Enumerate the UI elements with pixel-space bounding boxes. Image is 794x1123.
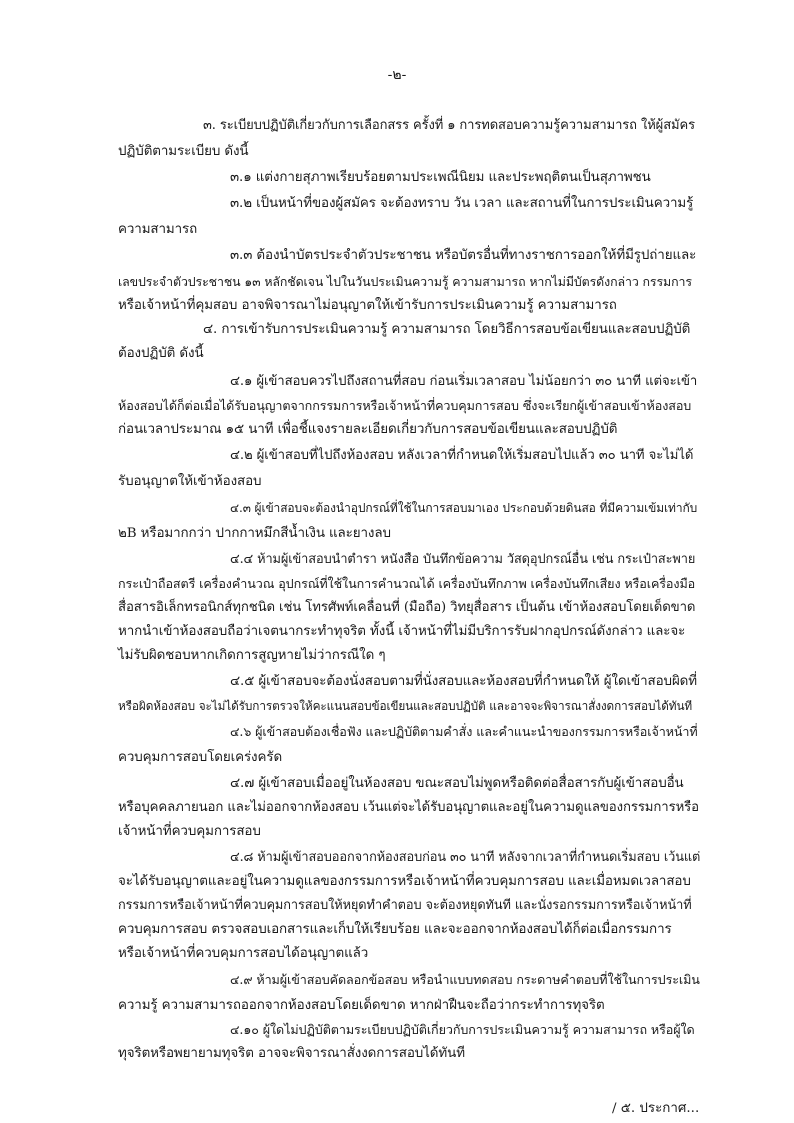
paragraph-line: ความรู้ ความสามารถออกจากห้องสอบโดยเด็ดขาด หากฝ่าฝืนจะถือว่ากระทำการทุจริต	[118, 998, 605, 1013]
continuation-footer: / ๕. ประกาศ...	[612, 1101, 700, 1116]
paragraph-line: หรือผิดห้องสอบ จะไม่ได้รับการตรวจให้คะแนนสอบข้อเขียนและสอบปฏิบัติ และอาจจะพิจารณาสั่งงดการสอบได้ทันที	[118, 699, 693, 713]
paragraph-line: กรรมการหรือเจ้าหน้าที่ควบคุมการสอบให้หยุดทำคำตอบ จะต้องหยุดทันที และนั่งรอกรรมการหรือเจ้าหน้าที่	[118, 898, 692, 913]
paragraph-line: ต้องปฏิบัติ ดังนี้	[118, 346, 204, 361]
item-4-1: ๔.๑ ผู้เข้าสอบควรไปถึงสถานที่สอบ ก่อนเริ่มเวลาสอบ ไม่น้อยกว่า ๓๐ นาที แต่จะเข้า	[230, 374, 698, 389]
paragraph-line: ความสามารถ	[118, 222, 198, 237]
paragraph-line: หรือเจ้าหน้าที่คุมสอบ อาจพิจารณาไม่อนุญาตให้เข้ารับการประเมินความรู้ ความสามารถ	[118, 298, 617, 313]
item-3-2: ๓.๒ เป็นหน้าที่ของผู้สมัคร จะต้องทราบ วัน เวลา และสถานที่ในการประเมินความรู้	[230, 196, 694, 211]
paragraph-line: รับอนุญาตให้เข้าห้องสอบ	[118, 474, 262, 489]
page-number: -๒-	[387, 67, 407, 83]
paragraph-line: เลขประจำตัวประชาชน ๑๓ หลักชัดเจน ไปในวันประเมินความรู้ ความสามารถ หากไม่มีบัตรดังกล่าว กรรมการ	[118, 274, 692, 289]
item-4-5: ๔.๕ ผู้เข้าสอบจะต้องนั่งสอบตามที่นั่งสอบและห้องสอบที่กำหนดให้ ผู้ใดเข้าสอบผิดที่	[230, 674, 698, 689]
paragraph-line: หรือบุคคลภายนอก และไม่ออกจากห้องสอบ เว้นแต่จะได้รับอนุญาตและอยู่ในความดูแลของกรรมการหรือ	[118, 800, 699, 815]
item-4-8: ๔.๘ ห้ามผู้เข้าสอบออกจากห้องสอบก่อน ๓๐ นาที หลังจากเวลาที่กำหนดเริ่มสอบ เว้นแต่	[230, 850, 701, 865]
item-4-7: ๔.๗ ผู้เข้าสอบเมื่ออยู่ในห้องสอบ ขณะสอบไม่พูดหรือติดต่อสื่อสารกับผู้เข้าสอบอื่น	[230, 776, 684, 791]
section-4-heading: ๔. การเข้ารับการประเมินความรู้ ความสามารถ โดยวิธีการสอบข้อเขียนและสอบปฏิบัติ	[203, 322, 691, 337]
paragraph-line: หรือเจ้าหน้าที่ควบคุมการสอบได้อนุญาตแล้ว	[118, 946, 369, 961]
section-3-heading: ๓. ระเบียบปฏิบัติเกี่ยวกับการเลือกสรร ครั้งที่ ๑ การทดสอบความรู้ความสามารถ ให้ผู้สมัคร	[203, 118, 695, 133]
item-3-1: ๓.๑ แต่งกายสุภาพเรียบร้อยตามประเพณีนิยม และประพฤติตนเป็นสุภาพชน	[230, 170, 651, 185]
item-3-3: ๓.๓ ต้องนำบัตรประจำตัวประชาชน หรือบัตรอื่นที่ทางราชการออกให้ที่มีรูปถ่ายและ	[230, 248, 697, 263]
paragraph-line: ควบคุมการสอบ ตรวจสอบเอกสารและเก็บให้เรียบร้อย และจะออกจากห้องสอบได้ก็ต่อเมื่อกรรมการ	[118, 922, 672, 937]
item-4-2: ๔.๒ ผู้เข้าสอบที่ไปถึงห้องสอบ หลังเวลาที่กำหนดให้เริ่มสอบไปแล้ว ๓๐ นาที จะไม่ได้	[230, 448, 694, 463]
paragraph-line: ปฏิบัติตามระเบียบ ดังนี้	[118, 144, 249, 159]
paragraph-line: ทุจริตหรือพยายามทุจริต อาจจะพิจารณาสั่งงดการสอบได้ทันที	[118, 1046, 465, 1061]
item-4-6: ๔.๖ ผู้เข้าสอบต้องเชื่อฟัง และปฏิบัติตามคำสั่ง และคำแนะนำของกรรมการหรือเจ้าหน้าที่	[230, 724, 698, 739]
item-4-3: ๔.๓ ผู้เข้าสอบจะต้องนำอุปกรณ์ที่ใช้ในการสอบมาเอง ประกอบด้วยดินสอ ที่มีความเข้มเท่ากับ	[230, 501, 698, 515]
paragraph-line: ไม่รับผิดชอบหากเกิดการสูญหายไม่ว่ากรณีใด ๆ	[118, 648, 386, 663]
paragraph-line: กระเป๋าถือสตรี เครื่องคำนวณ อุปกรณ์ที่ใช้ในการคำนวณได้ เครื่องบันทึกภาพ เครื่องบันทึกเสียง หรือเครื่องมือ	[118, 576, 696, 591]
paragraph-line: ๒B หรือมากกว่า ปากกาหมึกสีน้ำเงิน และยางลบ	[118, 526, 391, 541]
paragraph-line: หากนำเข้าห้องสอบถือว่าเจตนากระทำทุจริต ทั้งนี้ เจ้าหน้าที่ไม่มีบริการรับฝากอุปกรณ์ดังกล่าว และจะ	[118, 624, 686, 639]
paragraph-line: ห้องสอบได้ก็ต่อเมื่อได้รับอนุญาตจากกรรมการหรือเจ้าหน้าที่ควบคุมการสอบ ซึ่งจะเรียกผู้เข้าสอบเข้าห้องสอบ	[118, 398, 692, 413]
paragraph-line: ก่อนเวลาประมาณ ๑๕ นาที เพื่อชี้แจงรายละเอียดเกี่ยวกับการสอบข้อเขียนและสอบปฏิบัติ	[118, 422, 618, 437]
paragraph-line: จะได้รับอนุญาตและอยู่ในความดูแลของกรรมการหรือเจ้าหน้าที่ควบคุมการสอบ และเมื่อหมดเวลาสอบ	[118, 874, 691, 889]
paragraph-line: สื่อสารอิเล็กทรอนิกส์ทุกชนิด เช่น โทรศัพท์เคลื่อนที่ (มือถือ) วิทยุสื่อสาร เป็นต้น เข้าห้องสอบโดยเด็ดขาด	[118, 600, 696, 615]
item-4-4: ๔.๔ ห้ามผู้เข้าสอบนำตำรา หนังสือ บันทึกข้อความ วัสดุอุปกรณ์อื่น เช่น กระเป๋าสะพาย	[230, 552, 696, 567]
paragraph-line: เจ้าหน้าที่ควบคุมการสอบ	[118, 824, 261, 839]
item-4-10: ๔.๑๐ ผู้ใดไม่ปฏิบัติตามระเบียบปฏิบัติเกี่ยวกับการประเมินความรู้ ความสามารถ หรือผู้ใด	[230, 1022, 695, 1037]
paragraph-line: ควบคุมการสอบโดยเคร่งครัด	[118, 750, 283, 765]
item-4-9: ๔.๙ ห้ามผู้เข้าสอบคัดลอกข้อสอบ หรือนำแบบทดสอบ กระดาษคำตอบที่ใช้ในการประเมิน	[230, 972, 700, 987]
